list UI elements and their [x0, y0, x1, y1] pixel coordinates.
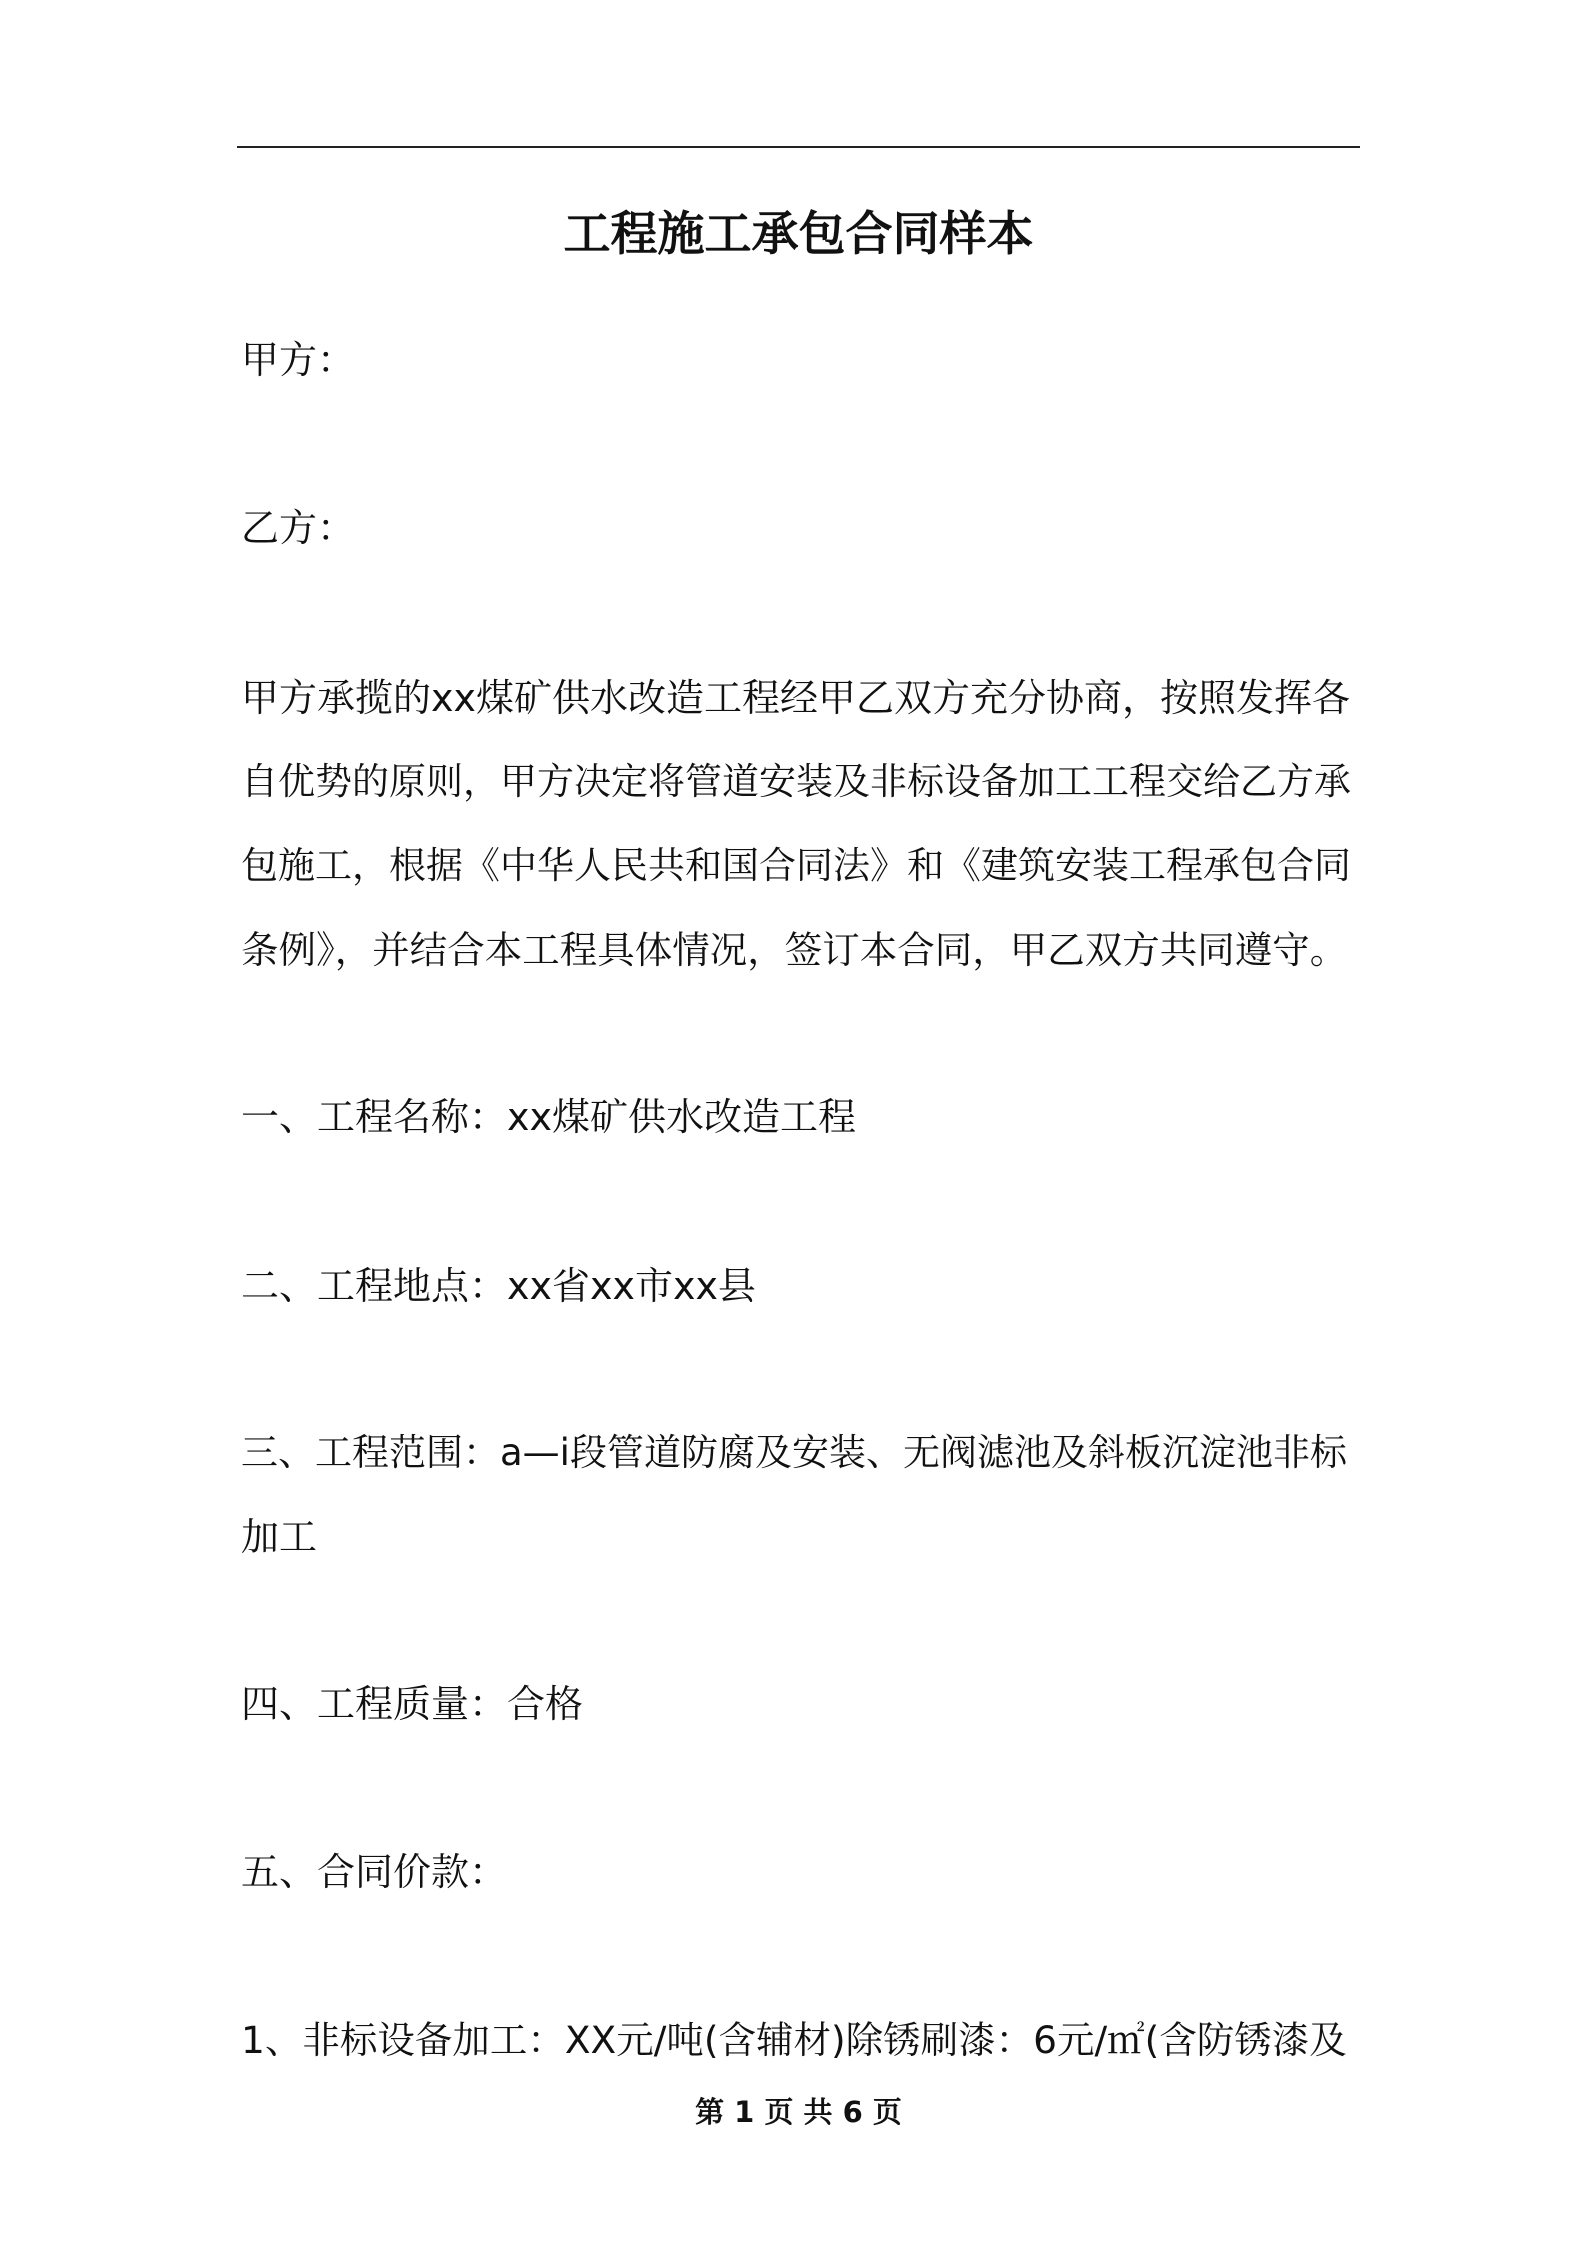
intro-line-3: 包施工，根据《中华人民共和国合同法》和《建筑安装工程承包合同	[241, 844, 1351, 887]
clause-project-quality: 四、工程质量：合格	[241, 1682, 584, 1726]
party-b-label: 乙方：	[241, 506, 356, 550]
clause-project-scope-line-1: 三、工程范围：a—i段管道防腐及安装、无阀滤池及斜板沉淀池非标	[241, 1431, 1347, 1474]
clause-project-location: 二、工程地点：xx省xx市xx县	[241, 1264, 756, 1308]
page-indicator: 第 1 页 共 6 页	[695, 2095, 902, 2129]
header-rule	[237, 146, 1360, 148]
document-title: 工程施工承包合同样本	[563, 207, 1034, 262]
clause-project-scope-line-2: 加工	[241, 1515, 318, 1559]
clause-price-item-1: 1、非标设备加工：XX元/吨(含辅材)除锈刷漆：6元/㎡(含防锈漆及	[241, 2018, 1347, 2062]
party-a-label: 甲方：	[241, 338, 356, 382]
clause-contract-price: 五、合同价款：	[241, 1850, 508, 1894]
clause-project-name: 一、工程名称：xx煤矿供水改造工程	[241, 1095, 856, 1139]
intro-line-4: 条例》，并结合本工程具体情况，签订本合同，甲乙双方共同遵守。	[241, 928, 1348, 972]
intro-line-2: 自优势的原则，甲方决定将管道安装及非标设备加工工程交给乙方承	[241, 760, 1351, 803]
intro-line-1: 甲方承揽的xx煤矿供水改造工程经甲乙双方充分协商，按照发挥各	[241, 676, 1350, 720]
